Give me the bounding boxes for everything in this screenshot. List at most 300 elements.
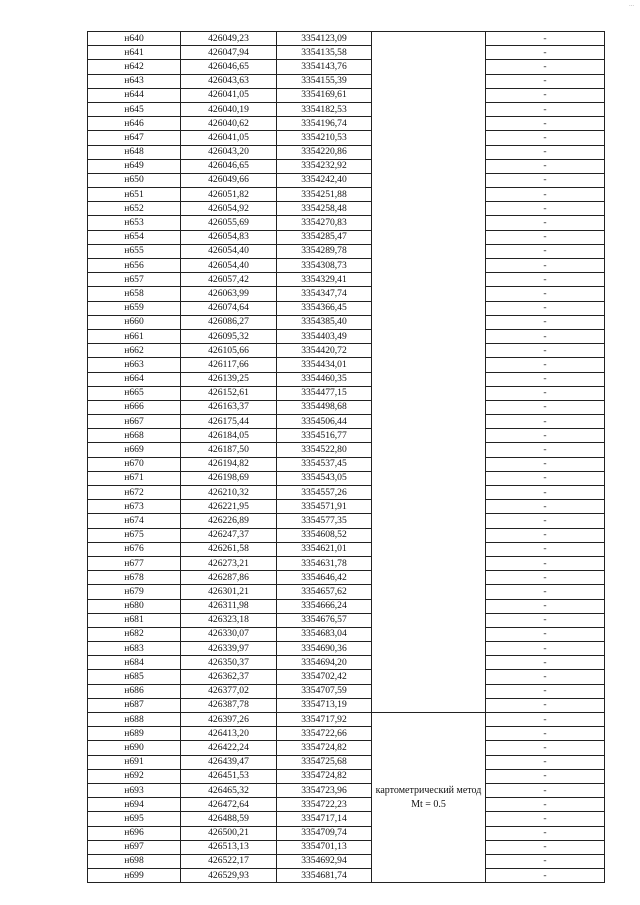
y-coordinate-cell: 3354285,47 (277, 230, 372, 244)
x-coordinate-cell: 426198,69 (181, 471, 277, 485)
dash-cell: - (486, 769, 605, 783)
table-row (88, 273, 605, 287)
dash-cell: - (486, 358, 605, 372)
point-number-cell: н691 (88, 755, 181, 769)
table-row (88, 826, 605, 840)
dash-cell: - (486, 585, 605, 599)
dash-cell: - (486, 826, 605, 840)
table-row (88, 386, 605, 400)
table-row (88, 500, 605, 514)
table-row (88, 741, 605, 755)
table-row (88, 301, 605, 315)
x-coordinate-cell: 426330,07 (181, 627, 277, 641)
dash-cell: - (486, 117, 605, 131)
table-row (88, 315, 605, 329)
table-row (88, 798, 605, 812)
x-coordinate-cell: 426339,97 (181, 642, 277, 656)
y-coordinate-cell: 3354717,14 (277, 812, 372, 826)
x-coordinate-cell: 426163,37 (181, 400, 277, 414)
y-coordinate-cell: 3354516,77 (277, 429, 372, 443)
point-number-cell: н668 (88, 429, 181, 443)
table-row (88, 613, 605, 627)
table-row (88, 358, 605, 372)
point-number-cell: н681 (88, 613, 181, 627)
y-coordinate-cell: 3354242,40 (277, 173, 372, 187)
dash-cell: - (486, 131, 605, 145)
table-row (88, 528, 605, 542)
point-number-cell: н699 (88, 869, 181, 883)
y-coordinate-cell: 3354702,42 (277, 670, 372, 684)
x-coordinate-cell: 426054,40 (181, 259, 277, 273)
table-row (88, 46, 605, 60)
dash-cell: - (486, 556, 605, 570)
table-row (88, 457, 605, 471)
y-coordinate-cell: 3354506,44 (277, 415, 372, 429)
table-row (88, 131, 605, 145)
table-row (88, 159, 605, 173)
point-number-cell: н696 (88, 826, 181, 840)
table-row (88, 571, 605, 585)
table-row (88, 259, 605, 273)
table-row (88, 755, 605, 769)
point-number-cell: н673 (88, 500, 181, 514)
y-coordinate-cell: 3354543,05 (277, 471, 372, 485)
x-coordinate-cell: 426377,02 (181, 684, 277, 698)
dash-cell: - (486, 471, 605, 485)
x-coordinate-cell: 426513,13 (181, 840, 277, 854)
x-coordinate-cell: 426350,37 (181, 656, 277, 670)
x-coordinate-cell: 426046,65 (181, 60, 277, 74)
table-row (88, 88, 605, 102)
x-coordinate-cell: 426529,93 (181, 869, 277, 883)
dash-cell: - (486, 840, 605, 854)
y-coordinate-cell: 3354460,35 (277, 372, 372, 386)
table-row (88, 173, 605, 187)
x-coordinate-cell: 426041,05 (181, 88, 277, 102)
dash-cell: - (486, 528, 605, 542)
point-number-cell: н694 (88, 798, 181, 812)
table-row (88, 429, 605, 443)
dash-cell: - (486, 400, 605, 414)
dash-cell: - (486, 443, 605, 457)
x-coordinate-cell: 426074,64 (181, 301, 277, 315)
dash-cell: - (486, 599, 605, 613)
y-coordinate-cell: 3354709,74 (277, 826, 372, 840)
y-coordinate-cell: 3354631,78 (277, 556, 372, 570)
dash-cell: - (486, 684, 605, 698)
point-number-cell: н693 (88, 783, 181, 797)
y-coordinate-cell: 3354666,24 (277, 599, 372, 613)
y-coordinate-cell: 3354676,57 (277, 613, 372, 627)
dash-cell: - (486, 46, 605, 60)
y-coordinate-cell: 3354522,80 (277, 443, 372, 457)
y-coordinate-cell: 3354434,01 (277, 358, 372, 372)
table-row (88, 145, 605, 159)
y-coordinate-cell: 3354289,78 (277, 244, 372, 258)
dash-cell: - (486, 798, 605, 812)
y-coordinate-cell: 3354258,48 (277, 202, 372, 216)
x-coordinate-cell: 426323,18 (181, 613, 277, 627)
point-number-cell: н651 (88, 188, 181, 202)
method-cell: картометрический метод Mt = 0.5 (372, 713, 486, 883)
y-coordinate-cell: 3354608,52 (277, 528, 372, 542)
y-coordinate-cell: 3354701,13 (277, 840, 372, 854)
dash-cell: - (486, 854, 605, 868)
y-coordinate-cell: 3354537,45 (277, 457, 372, 471)
x-coordinate-cell: 426465,32 (181, 783, 277, 797)
point-number-cell: н649 (88, 159, 181, 173)
point-number-cell: н658 (88, 287, 181, 301)
table-row (88, 713, 605, 727)
table-row (88, 244, 605, 258)
table-row (88, 869, 605, 883)
dash-cell: - (486, 244, 605, 258)
dash-cell: - (486, 642, 605, 656)
table-row (88, 514, 605, 528)
x-coordinate-cell: 426226,89 (181, 514, 277, 528)
table-row (88, 542, 605, 556)
x-coordinate-cell: 426040,19 (181, 102, 277, 116)
y-coordinate-cell: 3354251,88 (277, 188, 372, 202)
dash-cell: - (486, 713, 605, 727)
dash-cell: - (486, 344, 605, 358)
dash-cell: - (486, 32, 605, 46)
table-row (88, 329, 605, 343)
y-coordinate-cell: 3354232,92 (277, 159, 372, 173)
point-number-cell: н666 (88, 400, 181, 414)
y-coordinate-cell: 3354571,91 (277, 500, 372, 514)
corner-mark: ... (628, 2, 634, 8)
y-coordinate-cell: 3354690,36 (277, 642, 372, 656)
x-coordinate-cell: 426139,25 (181, 372, 277, 386)
table-row (88, 698, 605, 712)
table-row (88, 443, 605, 457)
table-row (88, 854, 605, 868)
point-number-cell: н676 (88, 542, 181, 556)
x-coordinate-cell: 426055,69 (181, 216, 277, 230)
dash-cell: - (486, 755, 605, 769)
x-coordinate-cell: 426184,05 (181, 429, 277, 443)
method-cell-empty (372, 32, 486, 713)
table-row (88, 60, 605, 74)
table-row (88, 783, 605, 797)
point-number-cell: н662 (88, 344, 181, 358)
x-coordinate-cell: 426261,58 (181, 542, 277, 556)
x-coordinate-cell: 426273,21 (181, 556, 277, 570)
x-coordinate-cell: 426054,83 (181, 230, 277, 244)
point-number-cell: н661 (88, 329, 181, 343)
y-coordinate-cell: 3354308,73 (277, 259, 372, 273)
dash-cell: - (486, 301, 605, 315)
point-number-cell: н669 (88, 443, 181, 457)
point-number-cell: н672 (88, 486, 181, 500)
dash-cell: - (486, 386, 605, 400)
x-coordinate-cell: 426043,20 (181, 145, 277, 159)
y-coordinate-cell: 3354220,86 (277, 145, 372, 159)
y-coordinate-cell: 3354135,58 (277, 46, 372, 60)
dash-cell: - (486, 216, 605, 230)
y-coordinate-cell: 3354725,68 (277, 755, 372, 769)
y-coordinate-cell: 3354210,53 (277, 131, 372, 145)
table-row (88, 471, 605, 485)
point-number-cell: н675 (88, 528, 181, 542)
dash-cell: - (486, 315, 605, 329)
table-row (88, 74, 605, 88)
y-coordinate-cell: 3354143,76 (277, 60, 372, 74)
x-coordinate-cell: 426439,47 (181, 755, 277, 769)
x-coordinate-cell: 426500,21 (181, 826, 277, 840)
table-row (88, 769, 605, 783)
y-coordinate-cell: 3354657,62 (277, 585, 372, 599)
point-number-cell: н680 (88, 599, 181, 613)
x-coordinate-cell: 426063,99 (181, 287, 277, 301)
dash-cell: - (486, 613, 605, 627)
table-row (88, 32, 605, 46)
x-coordinate-cell: 426152,61 (181, 386, 277, 400)
point-number-cell: н690 (88, 741, 181, 755)
point-number-cell: н659 (88, 301, 181, 315)
point-number-cell: н671 (88, 471, 181, 485)
y-coordinate-cell: 3354717,92 (277, 713, 372, 727)
point-number-cell: н682 (88, 627, 181, 641)
dash-cell: - (486, 627, 605, 641)
y-coordinate-cell: 3354477,15 (277, 386, 372, 400)
dash-cell: - (486, 514, 605, 528)
dash-cell: - (486, 670, 605, 684)
dash-cell: - (486, 60, 605, 74)
point-number-cell: н643 (88, 74, 181, 88)
dash-cell: - (486, 372, 605, 386)
y-coordinate-cell: 3354681,74 (277, 869, 372, 883)
table-row (88, 486, 605, 500)
dash-cell: - (486, 74, 605, 88)
y-coordinate-cell: 3354577,35 (277, 514, 372, 528)
x-coordinate-cell: 426095,32 (181, 329, 277, 343)
dash-cell: - (486, 230, 605, 244)
x-coordinate-cell: 426049,66 (181, 173, 277, 187)
dash-cell: - (486, 88, 605, 102)
table-row (88, 287, 605, 301)
point-number-cell: н687 (88, 698, 181, 712)
dash-cell: - (486, 429, 605, 443)
y-coordinate-cell: 3354366,45 (277, 301, 372, 315)
x-coordinate-cell: 426451,53 (181, 769, 277, 783)
x-coordinate-cell: 426397,26 (181, 713, 277, 727)
dash-cell: - (486, 102, 605, 116)
table-row (88, 188, 605, 202)
x-coordinate-cell: 426105,66 (181, 344, 277, 358)
x-coordinate-cell: 426194,82 (181, 457, 277, 471)
point-number-cell: н652 (88, 202, 181, 216)
y-coordinate-cell: 3354724,82 (277, 769, 372, 783)
table-row (88, 627, 605, 641)
x-coordinate-cell: 426247,37 (181, 528, 277, 542)
x-coordinate-cell: 426488,59 (181, 812, 277, 826)
y-coordinate-cell: 3354123,09 (277, 32, 372, 46)
point-number-cell: н678 (88, 571, 181, 585)
x-coordinate-cell: 426287,86 (181, 571, 277, 585)
dash-cell: - (486, 457, 605, 471)
y-coordinate-cell: 3354722,23 (277, 798, 372, 812)
point-number-cell: н683 (88, 642, 181, 656)
point-number-cell: н650 (88, 173, 181, 187)
x-coordinate-cell: 426362,37 (181, 670, 277, 684)
x-coordinate-cell: 426472,64 (181, 798, 277, 812)
dash-cell: - (486, 783, 605, 797)
y-coordinate-cell: 3354420,72 (277, 344, 372, 358)
y-coordinate-cell: 3354329,41 (277, 273, 372, 287)
x-coordinate-cell: 426054,92 (181, 202, 277, 216)
dash-cell: - (486, 741, 605, 755)
table-row (88, 344, 605, 358)
point-number-cell: н686 (88, 684, 181, 698)
y-coordinate-cell: 3354692,94 (277, 854, 372, 868)
point-number-cell: н645 (88, 102, 181, 116)
table-row (88, 400, 605, 414)
point-number-cell: н697 (88, 840, 181, 854)
table-row (88, 599, 605, 613)
table-row (88, 102, 605, 116)
dash-cell: - (486, 698, 605, 712)
point-number-cell: н646 (88, 117, 181, 131)
table-row (88, 556, 605, 570)
point-number-cell: н660 (88, 315, 181, 329)
x-coordinate-cell: 426054,40 (181, 244, 277, 258)
x-coordinate-cell: 426040,62 (181, 117, 277, 131)
point-number-cell: н648 (88, 145, 181, 159)
dash-cell: - (486, 202, 605, 216)
x-coordinate-cell: 426086,27 (181, 315, 277, 329)
point-number-cell: н664 (88, 372, 181, 386)
x-coordinate-cell: 426046,65 (181, 159, 277, 173)
coordinates-table (87, 31, 605, 883)
dash-cell: - (486, 500, 605, 514)
dash-cell: - (486, 656, 605, 670)
point-number-cell: н653 (88, 216, 181, 230)
y-coordinate-cell: 3354557,26 (277, 486, 372, 500)
table-row (88, 117, 605, 131)
dash-cell: - (486, 159, 605, 173)
table-row (88, 670, 605, 684)
point-number-cell: н685 (88, 670, 181, 684)
point-number-cell: н642 (88, 60, 181, 74)
y-coordinate-cell: 3354722,66 (277, 727, 372, 741)
table-row (88, 230, 605, 244)
point-number-cell: н679 (88, 585, 181, 599)
point-number-cell: н656 (88, 259, 181, 273)
y-coordinate-cell: 3354155,39 (277, 74, 372, 88)
table-row (88, 812, 605, 826)
table-row (88, 727, 605, 741)
y-coordinate-cell: 3354403,49 (277, 329, 372, 343)
y-coordinate-cell: 3354182,53 (277, 102, 372, 116)
x-coordinate-cell: 426221,95 (181, 500, 277, 514)
table-row (88, 642, 605, 656)
point-number-cell: н644 (88, 88, 181, 102)
dash-cell: - (486, 415, 605, 429)
point-number-cell: н640 (88, 32, 181, 46)
table-row (88, 585, 605, 599)
dash-cell: - (486, 273, 605, 287)
point-number-cell: н695 (88, 812, 181, 826)
x-coordinate-cell: 426175,44 (181, 415, 277, 429)
y-coordinate-cell: 3354683,04 (277, 627, 372, 641)
point-number-cell: н663 (88, 358, 181, 372)
table-row (88, 216, 605, 230)
y-coordinate-cell: 3354196,74 (277, 117, 372, 131)
point-number-cell: н674 (88, 514, 181, 528)
dash-cell: - (486, 145, 605, 159)
y-coordinate-cell: 3354621,01 (277, 542, 372, 556)
x-coordinate-cell: 426413,20 (181, 727, 277, 741)
table-row (88, 656, 605, 670)
dash-cell: - (486, 287, 605, 301)
point-number-cell: н647 (88, 131, 181, 145)
point-number-cell: н641 (88, 46, 181, 60)
table-row (88, 202, 605, 216)
x-coordinate-cell: 426049,23 (181, 32, 277, 46)
y-coordinate-cell: 3354347,74 (277, 287, 372, 301)
x-coordinate-cell: 426522,17 (181, 854, 277, 868)
point-number-cell: н688 (88, 713, 181, 727)
point-number-cell: н655 (88, 244, 181, 258)
dash-cell: - (486, 571, 605, 585)
point-number-cell: н698 (88, 854, 181, 868)
y-coordinate-cell: 3354169,61 (277, 88, 372, 102)
point-number-cell: н654 (88, 230, 181, 244)
y-coordinate-cell: 3354385,40 (277, 315, 372, 329)
y-coordinate-cell: 3354646,42 (277, 571, 372, 585)
point-number-cell: н692 (88, 769, 181, 783)
dash-cell: - (486, 173, 605, 187)
x-coordinate-cell: 426043,63 (181, 74, 277, 88)
dash-cell: - (486, 188, 605, 202)
dash-cell: - (486, 486, 605, 500)
dash-cell: - (486, 812, 605, 826)
x-coordinate-cell: 426422,24 (181, 741, 277, 755)
x-coordinate-cell: 426311,98 (181, 599, 277, 613)
point-number-cell: н689 (88, 727, 181, 741)
x-coordinate-cell: 426387,78 (181, 698, 277, 712)
y-coordinate-cell: 3354270,83 (277, 216, 372, 230)
dash-cell: - (486, 869, 605, 883)
dash-cell: - (486, 727, 605, 741)
y-coordinate-cell: 3354707,59 (277, 684, 372, 698)
point-number-cell: н684 (88, 656, 181, 670)
point-number-cell: н657 (88, 273, 181, 287)
point-number-cell: н665 (88, 386, 181, 400)
y-coordinate-cell: 3354498,68 (277, 400, 372, 414)
y-coordinate-cell: 3354713,19 (277, 698, 372, 712)
y-coordinate-cell: 3354724,82 (277, 741, 372, 755)
point-number-cell: н670 (88, 457, 181, 471)
dash-cell: - (486, 259, 605, 273)
x-coordinate-cell: 426117,66 (181, 358, 277, 372)
y-coordinate-cell: 3354694,20 (277, 656, 372, 670)
dash-cell: - (486, 329, 605, 343)
x-coordinate-cell: 426051,82 (181, 188, 277, 202)
table-row (88, 840, 605, 854)
point-number-cell: н677 (88, 556, 181, 570)
dash-cell: - (486, 542, 605, 556)
table-row (88, 415, 605, 429)
point-number-cell: н667 (88, 415, 181, 429)
x-coordinate-cell: 426210,32 (181, 486, 277, 500)
x-coordinate-cell: 426187,50 (181, 443, 277, 457)
y-coordinate-cell: 3354723,96 (277, 783, 372, 797)
table-row (88, 372, 605, 386)
x-coordinate-cell: 426301,21 (181, 585, 277, 599)
